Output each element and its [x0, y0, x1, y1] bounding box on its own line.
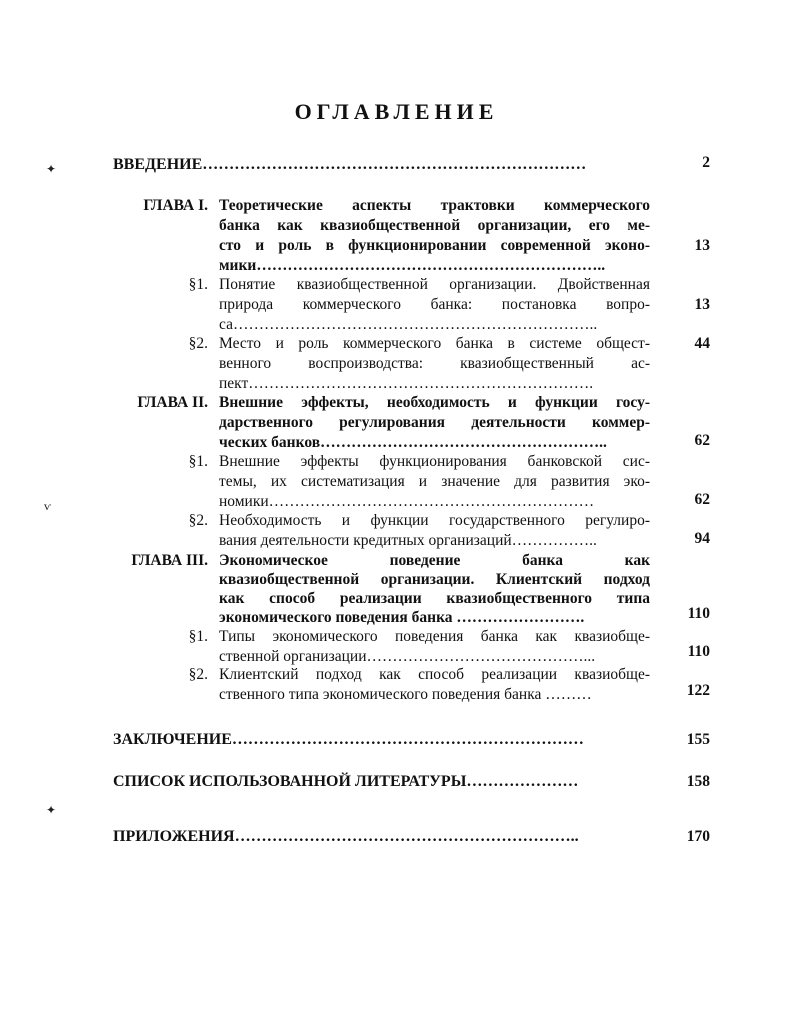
- section-3-1-page: 110: [687, 643, 710, 660]
- section-2-1-line: темы, их систематизация и значение для развития эко-: [219, 473, 650, 490]
- chapter-1-label: ГЛАВА I.: [143, 197, 208, 214]
- section-2-2-line: вания деятельности кредитных организаций……………..: [219, 532, 597, 549]
- chapter-1-title-line: банка как квазиобщественной организации, его ме-: [219, 217, 650, 234]
- section-1-2-label: §2.: [188, 335, 208, 352]
- toc-conclusion-title: ЗАКЛЮЧЕНИЕ…………………………………………………………: [113, 731, 584, 748]
- scan-mark-1: ✦: [46, 162, 57, 176]
- section-2-2-page: 94: [694, 530, 710, 547]
- section-1-2-page: 44: [694, 335, 710, 352]
- section-3-1-label: §1.: [188, 628, 208, 645]
- section-1-2-line: пект………………………………………………………….: [219, 375, 594, 392]
- scan-mark-3: ✦: [46, 803, 57, 817]
- section-3-2-line: Клиентский подход как способ реализации квазиобще-: [219, 666, 650, 683]
- page-title: ОГЛАВЛЕНИЕ: [294, 99, 499, 124]
- toc-appendix-page: 170: [686, 828, 710, 845]
- section-2-2-label: §2.: [188, 512, 208, 529]
- chapter-3-page: 110: [687, 605, 710, 622]
- section-2-1-line: номики………………………………………………………: [219, 493, 595, 510]
- scan-mark-2: ѵ: [44, 499, 52, 513]
- section-2-1-label: §1.: [188, 453, 208, 470]
- section-2-1-page: 62: [694, 491, 710, 508]
- chapter-3-title-line: квазиобщественной организации. Клиентский подход: [219, 571, 650, 588]
- chapter-1-title-line: Теоретические аспекты трактовки коммерческого: [219, 197, 650, 214]
- section-3-1-line: Типы экономического поведения банка как квазиобще-: [219, 628, 650, 645]
- chapter-3-title-line: Экономическое поведение банка как: [219, 552, 650, 569]
- toc-intro-title: ВВЕДЕНИЕ………………………………………………………………: [113, 156, 587, 173]
- section-2-1-line: Внешние эффекты функционирования банковской сис-: [219, 453, 650, 470]
- section-1-2-line: Место и роль коммерческого банка в системе общест-: [219, 335, 650, 352]
- section-1-1-line: природа коммерческого банка: постановка вопро-: [219, 296, 650, 313]
- toc-references-title: СПИСОК ИСПОЛЬЗОВАННОЙ ЛИТЕРАТУРЫ…………………: [113, 773, 579, 790]
- section-1-1-label: §1.: [188, 276, 208, 293]
- section-1-1-line: Понятие квазиобщественной организации. Двойственная: [219, 276, 650, 293]
- chapter-2-page: 62: [694, 432, 710, 449]
- toc-intro-page: 2: [702, 154, 710, 171]
- section-1-1-line: са……………………………………………………………..: [219, 316, 598, 333]
- toc-conclusion-page: 155: [686, 731, 710, 748]
- chapter-1-page: 13: [694, 237, 710, 254]
- section-2-2-line: Необходимость и функции государственного регулиро-: [219, 512, 650, 529]
- toc-appendix-title: ПРИЛОЖЕНИЯ………………………………………………………..: [113, 828, 579, 845]
- section-3-1-line: ственной организации……………………………………...: [219, 648, 596, 665]
- section-3-2-label: §2.: [188, 666, 208, 683]
- chapter-1-title-line: мики…………………………………………………………..: [219, 257, 606, 274]
- chapter-3-label: ГЛАВА III.: [131, 552, 208, 569]
- section-1-1-page: 13: [694, 296, 710, 313]
- chapter-1-title-line: сто и роль в функционировании современной эконо-: [219, 237, 650, 254]
- chapter-3-title-line: как способ реализации квазиобщественного типа: [219, 590, 650, 607]
- chapter-3-title-line: экономического поведения банка …………………….: [219, 609, 585, 626]
- section-1-2-line: венного воспроизводства: квазиобщественный ас-: [219, 355, 650, 372]
- chapter-2-title-line: ческих банков………………………………………………..: [219, 434, 607, 451]
- chapter-2-title-line: Внешние эффекты, необходимость и функции госу-: [219, 394, 650, 411]
- chapter-2-title-line: дарственного регулирования деятельности коммер-: [219, 414, 650, 431]
- section-3-2-line: ственного типа экономического поведения банка ………: [219, 686, 592, 703]
- toc-references-page: 158: [686, 773, 710, 790]
- section-3-2-page: 122: [686, 682, 710, 699]
- chapter-2-label: ГЛАВА II.: [137, 394, 208, 411]
